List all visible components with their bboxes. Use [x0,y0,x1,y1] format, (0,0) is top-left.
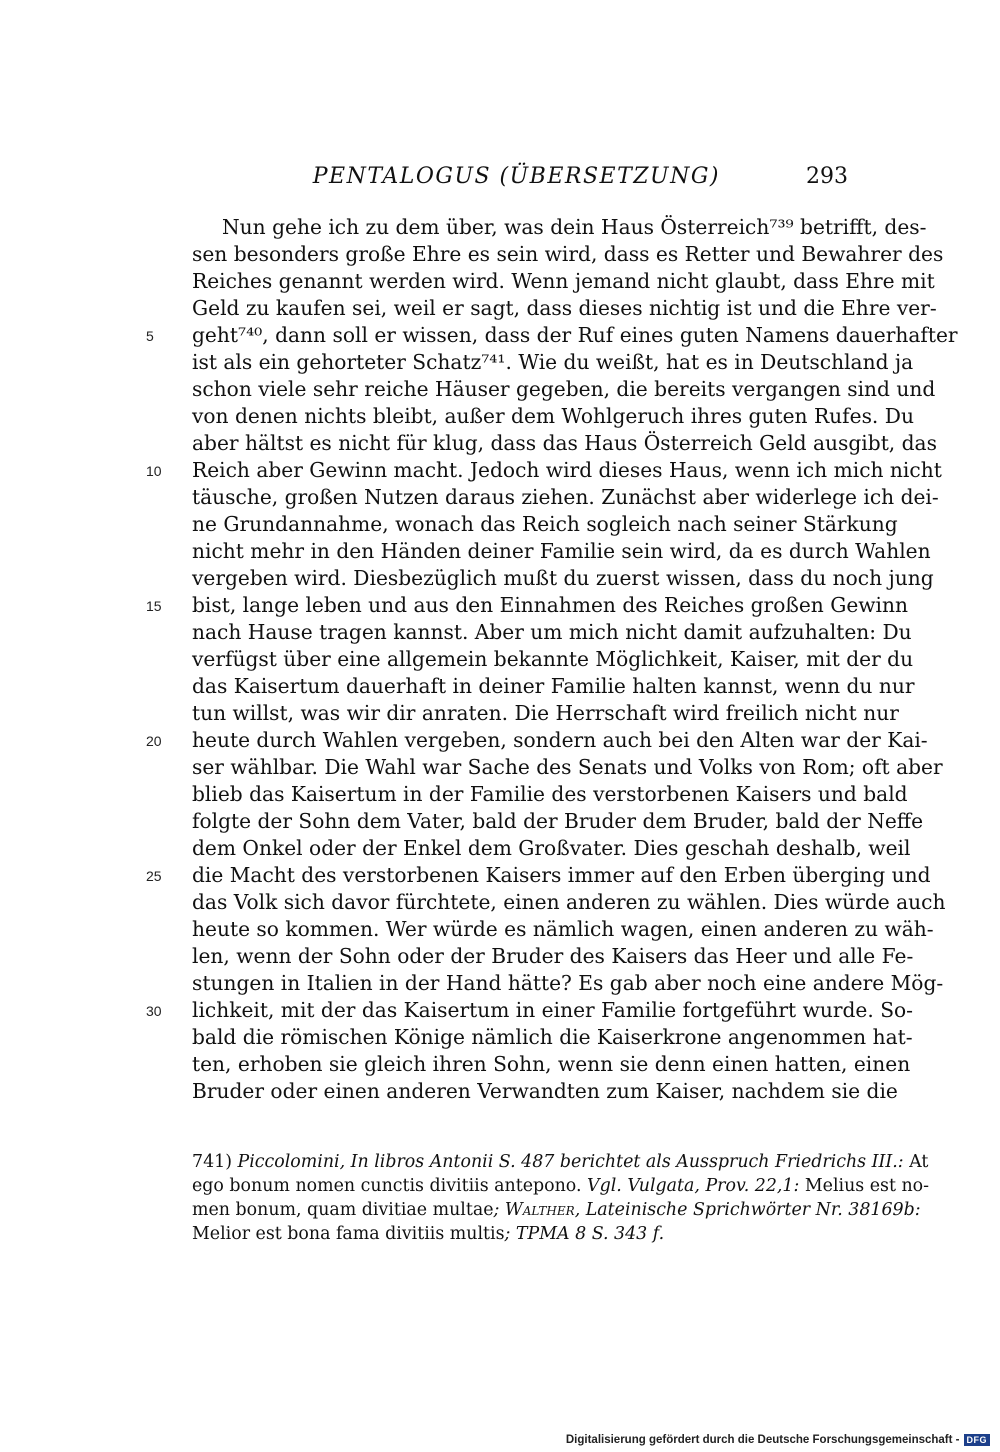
text-line [146,862,931,889]
running-title: PENTALOGUS (ÜBERSETZUNG) [312,164,720,189]
footnote-number: 741) [192,1152,232,1172]
line-text: Reiches genannt werden wird. Wenn jemand nicht glaubt, dass Ehre mit [192,269,935,293]
text-line [192,943,914,970]
footnote-citation: , Lateinische Sprichwörter Nr. 38169b: [574,1200,921,1220]
footnote-quote: Melius est no- [804,1176,930,1196]
line-text: schon viele sehr reiche Häuser gegeben, die bereits vergangen sind und [192,377,936,401]
line-text: ser wählbar. Die Wahl war Sache des Senats und Volks von Rom; oft aber [192,755,943,779]
text-line [192,214,927,241]
line-text: ne Grundannahme, wonach das Reich sogleich nach seiner Stärkung [192,512,898,536]
text-line [192,376,936,403]
line-text: ten, erhoben sie gleich ihren Sohn, wenn sie denn einen hatten, einen [192,1052,911,1076]
line-text: nach Hause tragen kannst. Aber um mich nicht damit aufzuhalten: Du [192,620,912,644]
text-line [192,754,943,781]
line-text: sen besonders große Ehre es sein wird, dass es Retter und Bewahrer des [192,242,944,266]
footnote-separator: ; [493,1200,505,1220]
footnote-author: Walther [504,1200,575,1220]
line-text: Reich aber Gewinn macht. Jedoch wird dieses Haus, wenn ich mich nicht [192,458,942,482]
dfg-logo: DFG [964,1434,991,1446]
line-text: von denen nichts bleibt, außer dem Wohlgeruch ihres guten Rufes. Du [192,404,914,428]
line-number: 15 [146,598,162,614]
line-text: vergeben wird. Diesbezüglich mußt du zuerst wissen, dass du noch jung [192,566,934,590]
text-line [192,1024,913,1051]
text-line [192,700,899,727]
text-line [192,619,912,646]
text-line [192,349,914,376]
line-text: verfügst über eine allgemein bekannte Möglichkeit, Kaiser, mit der du [192,647,914,671]
line-text: täusche, großen Nutzen daraus ziehen. Zunächst aber widerlege ich dei- [192,485,939,509]
text-line [146,457,942,484]
line-number: 25 [146,868,162,884]
line-text: ist als ein gehorteter Schatz⁷⁴¹. Wie du weißt, hat es in Deutschland ja [192,350,914,374]
line-text: heute durch Wahlen vergeben, sondern auch bei den Alten war der Kai- [192,728,928,752]
page-number: 293 [806,164,848,189]
text-line [192,673,915,700]
line-text: Bruder oder einen anderen Verwandten zum Kaiser, nachdem sie die [192,1079,898,1103]
line-text: das Volk sich davor fürchtete, einen anderen zu wählen. Dies würde auch [192,890,946,914]
text-line [192,295,937,322]
footnote-quote: men bonum, quam divitiae multae [192,1200,494,1220]
text-line [192,970,944,997]
line-text: Geld zu kaufen sei, weil er sagt, dass dieses nichtig ist und die Ehre ver- [192,296,937,320]
line-text: blieb das Kaisertum in der Familie des verstorbenen Kaisers und bald [192,782,908,806]
text-line [192,808,924,835]
text-line [192,538,931,565]
text-line [192,268,935,295]
text-line [192,835,911,862]
line-text: die Macht des verstorbenen Kaisers immer auf den Erben überging und [192,863,931,887]
line-number: 30 [146,1003,162,1019]
footnote-citation: ; TPMA 8 S. 343 f. [504,1224,665,1244]
line-text: tun willst, was wir dir anraten. Die Herrschaft wird freilich nicht nur [192,701,899,725]
line-number: 20 [146,733,162,749]
text-line [192,916,934,943]
text-line [192,241,944,268]
line-text: len, wenn der Sohn oder der Bruder des Kaisers das Heer und alle Fe- [192,944,914,968]
line-number: 10 [146,463,162,479]
footnote-quote: At [909,1152,929,1172]
footnote-line [192,1222,848,1246]
line-text: heute so kommen. Wer würde es nämlich wagen, einen anderen zu wäh- [192,917,934,941]
text-line [192,511,898,538]
line-text: stungen in Italien in der Hand hätte? Es gab aber noch eine andere Mög- [192,971,944,995]
text-line [192,484,939,511]
text-line [146,322,958,349]
line-text: lichkeit, mit der das Kaisertum in einer Familie fortgeführt wurde. So- [192,998,914,1022]
footnote-citation: Piccolomini, In libros Antonii S. 487 berichtet als Ausspruch Friedrichs III.: [237,1152,904,1172]
line-text: aber hältst es nicht für klug, dass das Haus Österreich Geld ausgibt, das [192,431,937,455]
text-line [146,727,928,754]
footnote-quote: Melior est bona fama divitiis multis [192,1224,505,1244]
text-line [146,997,914,1024]
text-line [192,1078,898,1105]
text-line [192,565,934,592]
footnote-citation: Vgl. Vulgata, Prov. 22,1: [587,1176,800,1196]
line-text: Nun gehe ich zu dem über, was dein Haus Österreich⁷³⁹ betrifft, des- [222,215,927,239]
digitization-credit [566,1434,990,1446]
credit-text: Digitalisierung gefördert durch die Deutsche Forschungsgemeinschaft - [565,1434,960,1446]
line-text: bist, lange leben und aus den Einnahmen des Reiches großen Gewinn [192,593,909,617]
text-line [192,646,914,673]
text-line [192,1051,911,1078]
footnote-block [192,1150,930,1246]
footnote-quote: ego bonum nomen cunctis divitiis antepono. [192,1176,582,1196]
line-text: das Kaisertum dauerhaft in deiner Familie halten kannst, wenn du nur [192,674,915,698]
text-line [192,430,937,457]
main-text-block [146,214,958,1105]
line-text: dem Onkel oder der Enkel dem Großvater. Dies geschah deshalb, weil [192,836,911,860]
line-number: 5 [146,328,154,344]
text-line [192,889,946,916]
line-text: bald die römischen Könige nämlich die Kaiserkrone angenommen hat- [192,1025,913,1049]
footnote-line [192,1150,929,1174]
line-text: folgte der Sohn dem Vater, bald der Bruder dem Bruder, bald der Neffe [192,809,924,833]
footnote-line [192,1198,921,1222]
line-text: nicht mehr in den Händen deiner Familie sein wird, da es durch Wahlen [192,539,931,563]
line-text: geht⁷⁴⁰, dann soll er wissen, dass der Ruf eines guten Namens dauerhafter [192,323,958,347]
text-line [192,781,908,808]
text-line [192,403,914,430]
text-line [146,592,909,619]
running-head [192,164,848,194]
footnote-line [192,1174,930,1198]
